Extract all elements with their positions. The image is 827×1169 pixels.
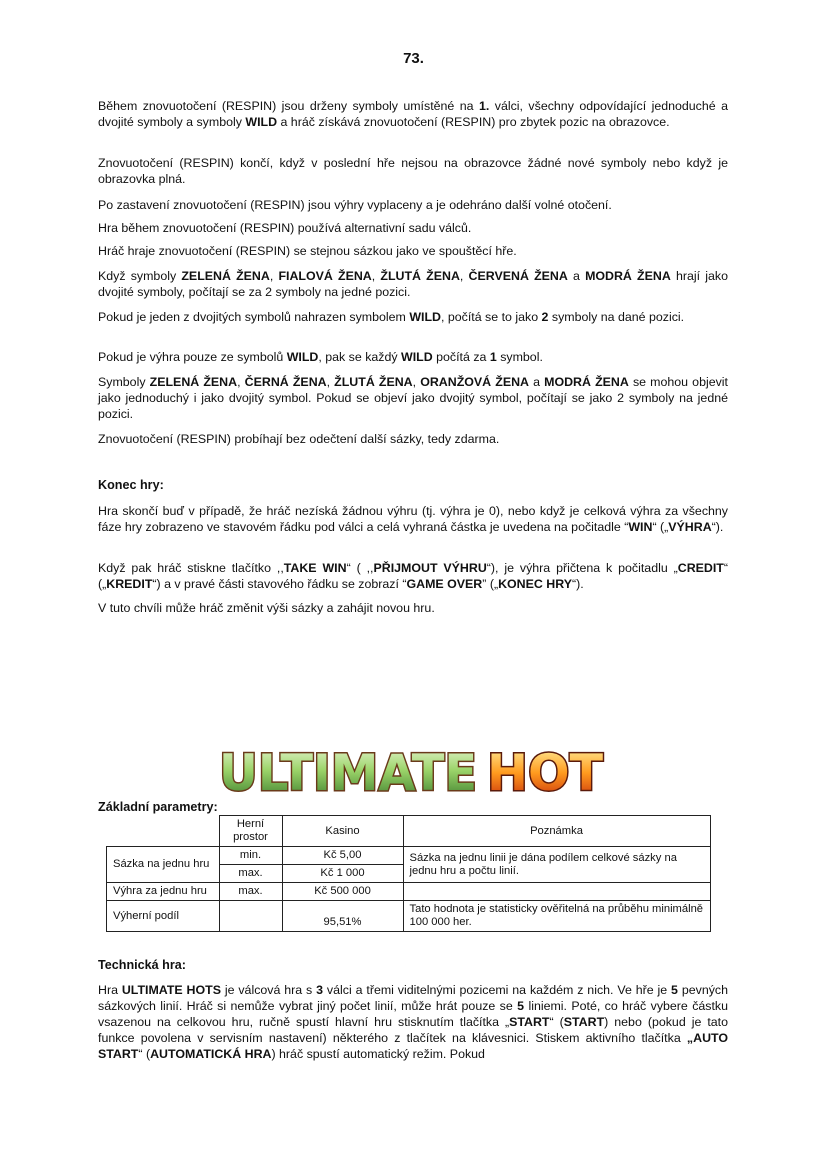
bold-text: 1 [489, 350, 497, 364]
rtp-empty [219, 901, 282, 932]
respin-para-8: Pokud je výhra pouze ze symbolů WILD, pak se každý WILD počítá za 1 symbol. [98, 350, 543, 364]
bold-text: ČERVENÁ ŽENA [468, 269, 568, 283]
bold-text: WILD [286, 350, 319, 364]
bold-text: 2 [541, 310, 549, 324]
table-row [107, 901, 711, 932]
bold-text: 5 [671, 983, 678, 997]
bold-text: START [509, 1015, 550, 1029]
bold-text: AUTOMATICKÁ HRA [150, 1047, 272, 1061]
table-row [107, 816, 711, 847]
win-max-label: max. [219, 883, 282, 901]
bold-text: 3 [316, 983, 324, 997]
bold-text: VÝHRA [668, 520, 712, 534]
header-game-space: Herní prostor [219, 816, 282, 847]
bold-text: MODRÁ ŽENA [585, 269, 671, 283]
respin-para-5: Hráč hraje znovuotočení (RESPIN) se stejnou sázkou jako ve spouštěcí hře. [98, 244, 517, 258]
respin-para-4: Hra během znovuotočení (RESPIN) používá alternativní sadu válců. [98, 221, 472, 235]
respin-para-7: Pokud je jeden z dvojitých symbolů nahrazen symbolem WILD, počítá se to jako 2 symboly na dané pozici. [98, 310, 685, 324]
bold-text: 1. [478, 99, 490, 113]
bold-text: „AUTO START [98, 1031, 728, 1061]
bold-text: CREDIT [677, 561, 724, 575]
bold-text: KONEC HRY [498, 577, 572, 591]
bold-text: ŽLUTÁ ŽENA [334, 375, 413, 389]
rtp-label: Výherní podíl [107, 901, 220, 932]
tech-heading: Technická hra: [98, 958, 186, 972]
end-para-1: Hra skončí buď v případě, že hráč nezíská žádnou výhru (tj. výhra je 0), nebo když je celková výhra za všechny fáze hry zobrazeno ve stavovém řádku pod válci a celá vyhraná částka je uvedena na počitadle “WIN“ („VÝHRA“). [98, 504, 728, 534]
respin-para-3: Po zastavení znovuotočení (RESPIN) jsou výhry vyplaceny a je odehráno další volné otočení. [98, 198, 612, 212]
page-number: 73. [403, 50, 424, 67]
win-max-value: Kč 500 000 [282, 883, 403, 901]
tech-para: Hra ULTIMATE HOTS je válcová hra s 3 válci a třemi viditelnými pozicemi na každém z nich. Ve hře je 5 pevných sázkových linií. Hráč si nemůže vybrat jiný počet linií, může hrát pouze se 5 liniemi. Poté, co hráč vybere částku vsazenou na celkovou hru, ručně spustí hlavní hru stisknutím tlačítka „START“ (START) nebo (pokud je tato funkce povolena v servisním nastavení) některého z tlačítek na klávesnici. Stiskem aktivního tlačítka „AUTO START“ (AUTOMATICKÁ HRA) hráč spustí automatický režim. Pokud [98, 983, 729, 1061]
bold-text: ČERNÁ ŽENA [244, 375, 327, 389]
table-cell-empty [107, 816, 220, 847]
bold-text: ŽLUTÁ ŽENA [380, 269, 460, 283]
bold-text: ORANŽOVÁ ŽENA [420, 375, 529, 389]
bet-note: Sázka na jednu linii je dána podílem celkové sázky na jednu hru a počtu linií. [403, 847, 710, 883]
rtp-note: Tato hodnota je statisticky ověřitelná na průběhu minimálně 100 000 her. [403, 901, 710, 932]
table-row [107, 847, 711, 865]
header-note: Poznámka [403, 816, 710, 847]
respin-para-10: Znovuotočení (RESPIN) probíhají bez odečtení další sázky, tedy zdarma. [98, 432, 500, 446]
max-value: Kč 1 000 [282, 865, 403, 883]
header-casino: Kasino [282, 816, 403, 847]
bold-text: ZELENÁ ŽENA [181, 269, 270, 283]
max-label: max. [219, 865, 282, 883]
rtp-value: 95,51% [282, 901, 403, 932]
end-para-2: Když pak hráč stiskne tlačítko ,,TAKE WIN“ ( ,,PŘIJMOUT VÝHRU“), je výhra přičtena k počitadlu „CREDIT“ („KREDIT“) a v pravé části stavového řádku se zobrazí “GAME OVER” („KONEC HRY“). [98, 561, 729, 591]
respin-para-2: Znovuotočení (RESPIN) končí, když v poslední hře nejsou na obrazovce žádné nové symboly nebo když je obrazovka plná. [98, 156, 728, 186]
bold-text: WIN [628, 520, 653, 534]
bold-text: ZELENÁ ŽENA [149, 375, 238, 389]
bold-text: FIALOVÁ ŽENA [278, 269, 372, 283]
win-note [403, 883, 710, 901]
bold-text: TAKE WIN [283, 561, 347, 575]
bold-text: MODRÁ ŽENA [544, 375, 629, 389]
respin-para-9: Symboly ZELENÁ ŽENA, ČERNÁ ŽENA, ŽLUTÁ ŽENA, ORANŽOVÁ ŽENA a MODRÁ ŽENA se mohou objevit jako jednoduchý i jako dvojitý symbol. Pokud se objeví jako dvojitý symbol, počítají se jako 2 symboly na jedné pozici. [98, 375, 728, 421]
bold-text: WILD [409, 310, 441, 324]
bold-text: 5 [517, 999, 525, 1013]
min-value: Kč 5,00 [282, 847, 403, 865]
ultimate-hot-logo [215, 740, 610, 800]
respin-para-1: Během znovuotočení (RESPIN) jsou drženy symboly umístěné na 1. válci, všechny odpovídající jednoduché a dvojité symboly a symboly WILD a hráč získává znovuotočení (RESPIN) pro zbytek pozic na obrazovce. [98, 99, 728, 129]
respin-para-6: Když symboly ZELENÁ ŽENA, FIALOVÁ ŽENA, ŽLUTÁ ŽENA, ČERVENÁ ŽENA a MODRÁ ŽENA hrají jako dvojité symboly, počítají se za 2 symboly na jedné pozici. [98, 269, 728, 299]
bold-text: START [563, 1015, 605, 1029]
bold-text: WILD [401, 350, 433, 364]
logo-word-hot: HOT [487, 744, 603, 800]
logo-word-ultimate: ULTIMATE [219, 744, 477, 800]
bet-label: Sázka na jednu hru [107, 847, 220, 883]
bold-text: PŘIJMOUT VÝHRU [373, 561, 487, 575]
win-label: Výhra za jednu hru [107, 883, 220, 901]
params-heading: Základní parametry: [98, 800, 218, 814]
end-heading: Konec hry: [98, 478, 164, 492]
bold-text: WILD [245, 115, 278, 129]
bold-text: GAME OVER [406, 577, 483, 591]
params-table [106, 815, 711, 932]
end-para-3: V tuto chvíli může hráč změnit výši sázky a zahájit novou hru. [98, 601, 435, 615]
table-row [107, 883, 711, 901]
bold-text: KREDIT [106, 577, 153, 591]
bold-text: ULTIMATE HOTS [121, 983, 221, 997]
min-label: min. [219, 847, 282, 865]
